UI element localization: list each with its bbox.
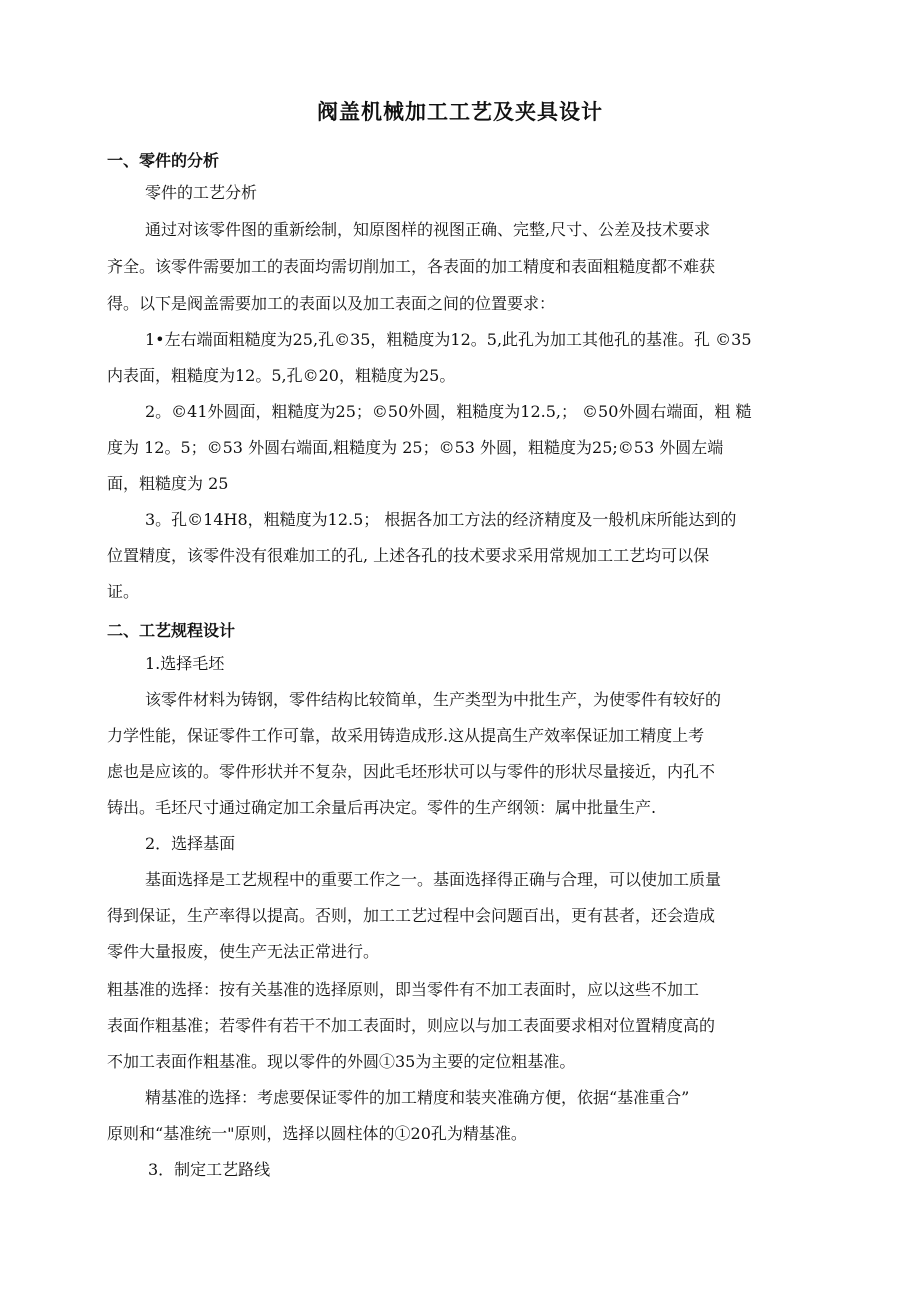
paragraph-line: 虑也是应该的。零件形状并不复杂，因此毛坯形状可以与零件的形状尽量接近，内孔不: [107, 762, 716, 781]
paragraph-line: 粗基准的选择：按有关基准的选择原则，即当零件有不加工表面时，应以这些不加工: [107, 980, 700, 999]
paragraph-line: 精基准的选择：考虑要保证零件的加工精度和装夹准确方便，依据“基准重合”: [145, 1088, 690, 1107]
subsection-title: 3．制定工艺路线: [148, 1160, 271, 1179]
paragraph-line: 铸出。毛坯尺寸通过确定加工余量后再决定。零件的生产纲领：属中批量生产.: [107, 798, 657, 817]
list-item-line: 位置精度，该零件没有很难加工的孔, 上述各孔的技术要求采用常规加工工艺均可以保: [107, 546, 710, 565]
subsection-title: 1.选择毛坯: [145, 654, 225, 673]
list-item-line: 度为 12。5；©53 外圆右端面,粗糙度为 25；©53 外圆，粗糙度为25;©53 外圆左端: [107, 438, 724, 457]
list-item-line: 证。: [107, 582, 140, 601]
paragraph-line: 该零件材料为铸钢，零件结构比较简单，生产类型为中批生产，为使零件有较好的: [145, 690, 722, 709]
section2-heading: 二、工艺规程设计: [107, 621, 236, 640]
paragraph-line: 原则和“基准统一"原则，选择以圆柱体的①20孔为精基准。: [107, 1124, 527, 1143]
paragraph-line: 得。以下是阀盖需要加工的表面以及加工表面之间的位置要求：: [107, 294, 556, 313]
paragraph-line: 力学性能，保证零件工作可靠，故采用铸造成形.这从提高生产效率保证加工精度上考: [107, 726, 705, 745]
subsection-title: 2．选择基面: [145, 834, 236, 853]
list-item-line: 3。孔©14H8，粗糙度为12.5； 根据各加工方法的经济精度及一般机床所能达到的: [145, 510, 737, 529]
paragraph-line: 基面选择是工艺规程中的重要工作之一。基面选择得正确与合理，可以使加工质量: [145, 870, 722, 889]
paragraph-line: 表面作粗基准；若零件有若干不加工表面时，则应以与加工表面要求相对位置精度高的: [107, 1016, 716, 1035]
section1-subheading: 零件的工艺分析: [145, 183, 258, 202]
paragraph-line: 不加工表面作粗基准。现以零件的外圆①35为主要的定位粗基准。: [107, 1052, 576, 1071]
section1-heading: 一、零件的分析: [107, 151, 220, 170]
document-title: 阀盖机械加工工艺及夹具设计: [317, 100, 603, 124]
paragraph-line: 通过对该零件图的重新绘制，知原图样的视图正确、完整,尺寸、公差及技术要求: [145, 220, 711, 239]
paragraph-line: 零件大量报废，使生产无法正常进行。: [107, 942, 380, 961]
list-item-line: 面，粗糙度为 25: [107, 474, 229, 493]
paragraph-line: 齐全。该零件需要加工的表面均需切削加工，各表面的加工精度和表面粗糙度都不难获: [107, 257, 716, 276]
paragraph-line: 得到保证，生产率得以提高。否则，加工工艺过程中会问题百出，更有甚者，还会造成: [107, 906, 716, 925]
list-item-line: 内表面，粗糙度为12。5,孔©20，粗糙度为25。: [107, 366, 456, 385]
list-item-line: 1•左右端面粗糙度为25,孔©35，粗糙度为12。5,此孔为加工其他孔的基准。孔 ©35: [145, 330, 752, 349]
list-item-line: 2。©41外圆面，粗糙度为25；©50外圆，粗糙度为12.5,； ©50外圆右端面，粗 糙: [145, 402, 752, 421]
